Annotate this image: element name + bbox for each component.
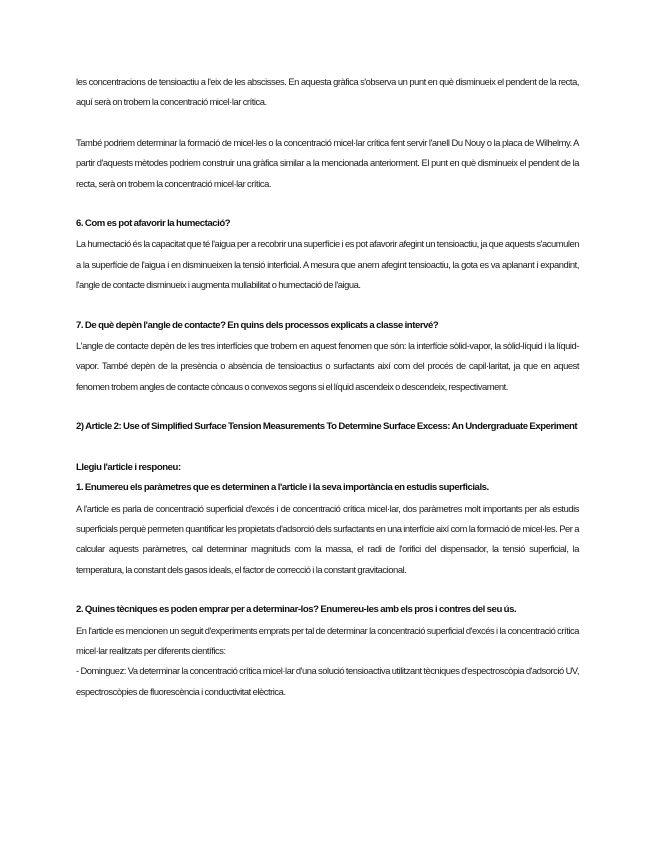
paragraph-humectacio: La humectació és la capacitat que té l'aigua per a recobrir una superfície i es pot afavorir afegint un tensioactiu, ja que aquests s'acumulen a la superfície de l'aigua i en disminueixen la tensió interficial. A mesura que anem afegint tensioactiu, la gota es va aplanant i expandint, l'angle de contacte disminueix i augmenta mullabilitat o humectació de l'aigua. [76, 238, 579, 291]
paragraph-dominguez: - Dominguez: Va determinar la concentració crítica micel·lar d'una solució tensioactiva utilitzant tècniques d'espectroscòpia d'adsorció UV, espectroscòpies de fluorescència i conductivitat elèctrica. [76, 665, 579, 697]
heading-question-2: 2. Quines tècniques es poden emprar per a determinar-los? Enumereu-les amb els pros i contres del seu ús. [76, 604, 517, 616]
heading-question-7: 7. De què depèn l'angle de contacte? En quins dels processos explicats a classe intervé? [76, 319, 439, 331]
paragraph-parameters: A l'article es parla de concentració superficial d'excés i de concentració crítica micel·lar, dos paràmetres molt importants per als estudis superficials perquè permeten quantificar les propietats d'adsorció dels surfactants en una interfície així com la formació de micel·les. Per a calcular aquests paràmetres, cal determinar magnituds com la massa, el radi de l'orifici del dispensador, la tensió superficial, la temperatura, la constant dels gasos ideals, el factor de correcció i la constant gravitacional. [76, 502, 579, 575]
heading-question-1: 1. Enumereu els paràmetres que es determinen a l'article i la seva importància en estudis superficials. [76, 482, 489, 494]
heading-question-6: 6. Com es pot afavorir la humectació? [76, 218, 231, 230]
heading-read-and-answer: Llegiu l'article i responeu: [76, 461, 181, 473]
paragraph-contact-angle: L'angle de contacte depèn de les tres interfícies que trobem en aquest fenomen que són: la interfície sòlid-vapor, la sòlid-líquid i la líquid-vapor. També depèn de la presència o absència de tensioactius o surfactants així com del procés de capil·laritat, ja que en aquest fenomen trobem angles de contacte còncaus o convexos segons si el líquid ascendeix o descendeix, respectivament. [76, 340, 579, 392]
paragraph-du-nouy-wilhelmy: També podriem determinar la formació de micel·les o la concentració micel·lar crítica fent servir l'anell Du Nouy o la placa de Wilhelmy. A partir d'aquests mètodes podriem construir una gràfica similar a la mencionada anteriorment. El punt en què disminueix el pendent de la recta, serà on trobem la concentració micel·lar crítica. [76, 136, 579, 189]
heading-article-2: 2) Article 2: Use of Simplified Surface Tension Measurements To Determine Surface Excess: An Undergraduate Experiment [76, 421, 578, 433]
paragraph-cmc-graph: les concentracions de tensioactiu a l'eix de les abscisses. En aquesta gràfica s'observa un punt en què disminueix el pendent de la recta, aquí serà on trobem la concentració micel·lar crítica. [76, 76, 579, 108]
document-page [76, 72, 579, 702]
paragraph-experiments-intro: En l'article es mencionen un seguit d'experiments emprats per tal de determinar la concentració superficial d'excés i la concentració crítica micel·lar realitzats per diferents científics: [76, 624, 579, 656]
